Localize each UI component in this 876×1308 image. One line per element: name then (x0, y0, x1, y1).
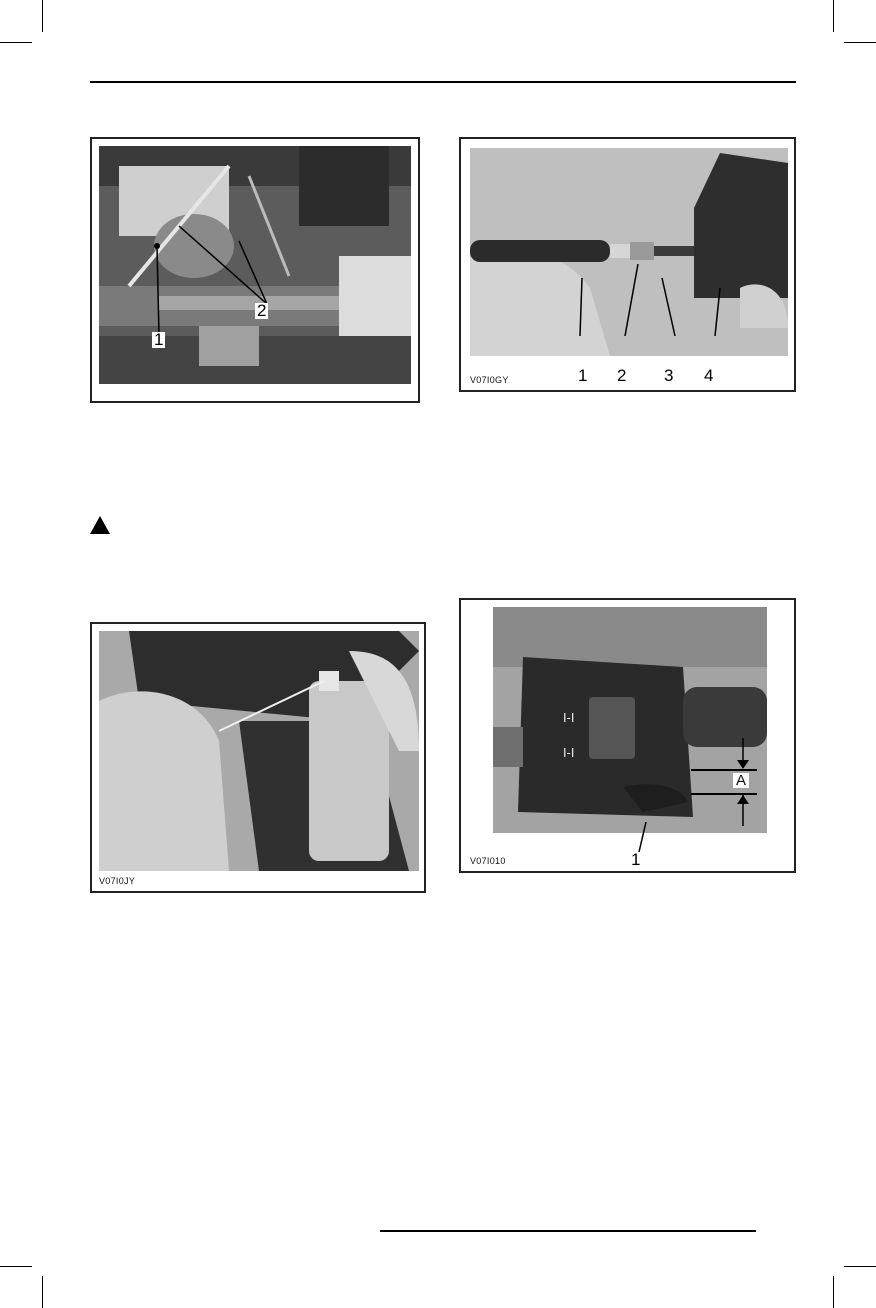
svg-text:I-I: I-I (563, 746, 575, 760)
crop-mark (833, 1276, 834, 1308)
spray-lubricant-photo (99, 631, 419, 871)
handlebar-switch-photo (493, 607, 767, 833)
figure-engine-bay (90, 137, 420, 403)
figure-spray-lubricant (90, 622, 426, 893)
callout-1: 1 (154, 330, 164, 349)
svg-text:I-I: I-I (563, 711, 575, 725)
figure-code: V07I0JY (99, 876, 136, 886)
footer-rule (380, 1230, 756, 1232)
crop-mark (833, 0, 834, 32)
warning-triangle-icon (90, 516, 110, 534)
crop-mark (0, 42, 32, 43)
callout-4: 4 (704, 366, 714, 385)
header-rule (90, 81, 796, 83)
crop-mark (844, 1266, 876, 1267)
callout-1: 1 (631, 850, 641, 869)
callout-2: 2 (257, 301, 267, 320)
crop-mark (844, 42, 876, 43)
callout-1: 1 (578, 366, 588, 385)
engine-bay-photo (99, 146, 411, 384)
figure-code: V07I010 (470, 856, 506, 866)
figure-code: V07I0GY (470, 375, 509, 385)
figure-handlebar-switch (459, 598, 796, 873)
crop-mark (0, 1266, 32, 1267)
crop-mark (42, 0, 43, 32)
callout-3: 3 (664, 366, 674, 385)
callout-2: 2 (617, 366, 627, 385)
cable-connection-photo (470, 148, 788, 356)
callout-leader-line (637, 822, 649, 852)
figure-cable-connection (459, 137, 796, 392)
crop-mark (42, 1276, 43, 1308)
dimension-label: A (733, 773, 749, 788)
